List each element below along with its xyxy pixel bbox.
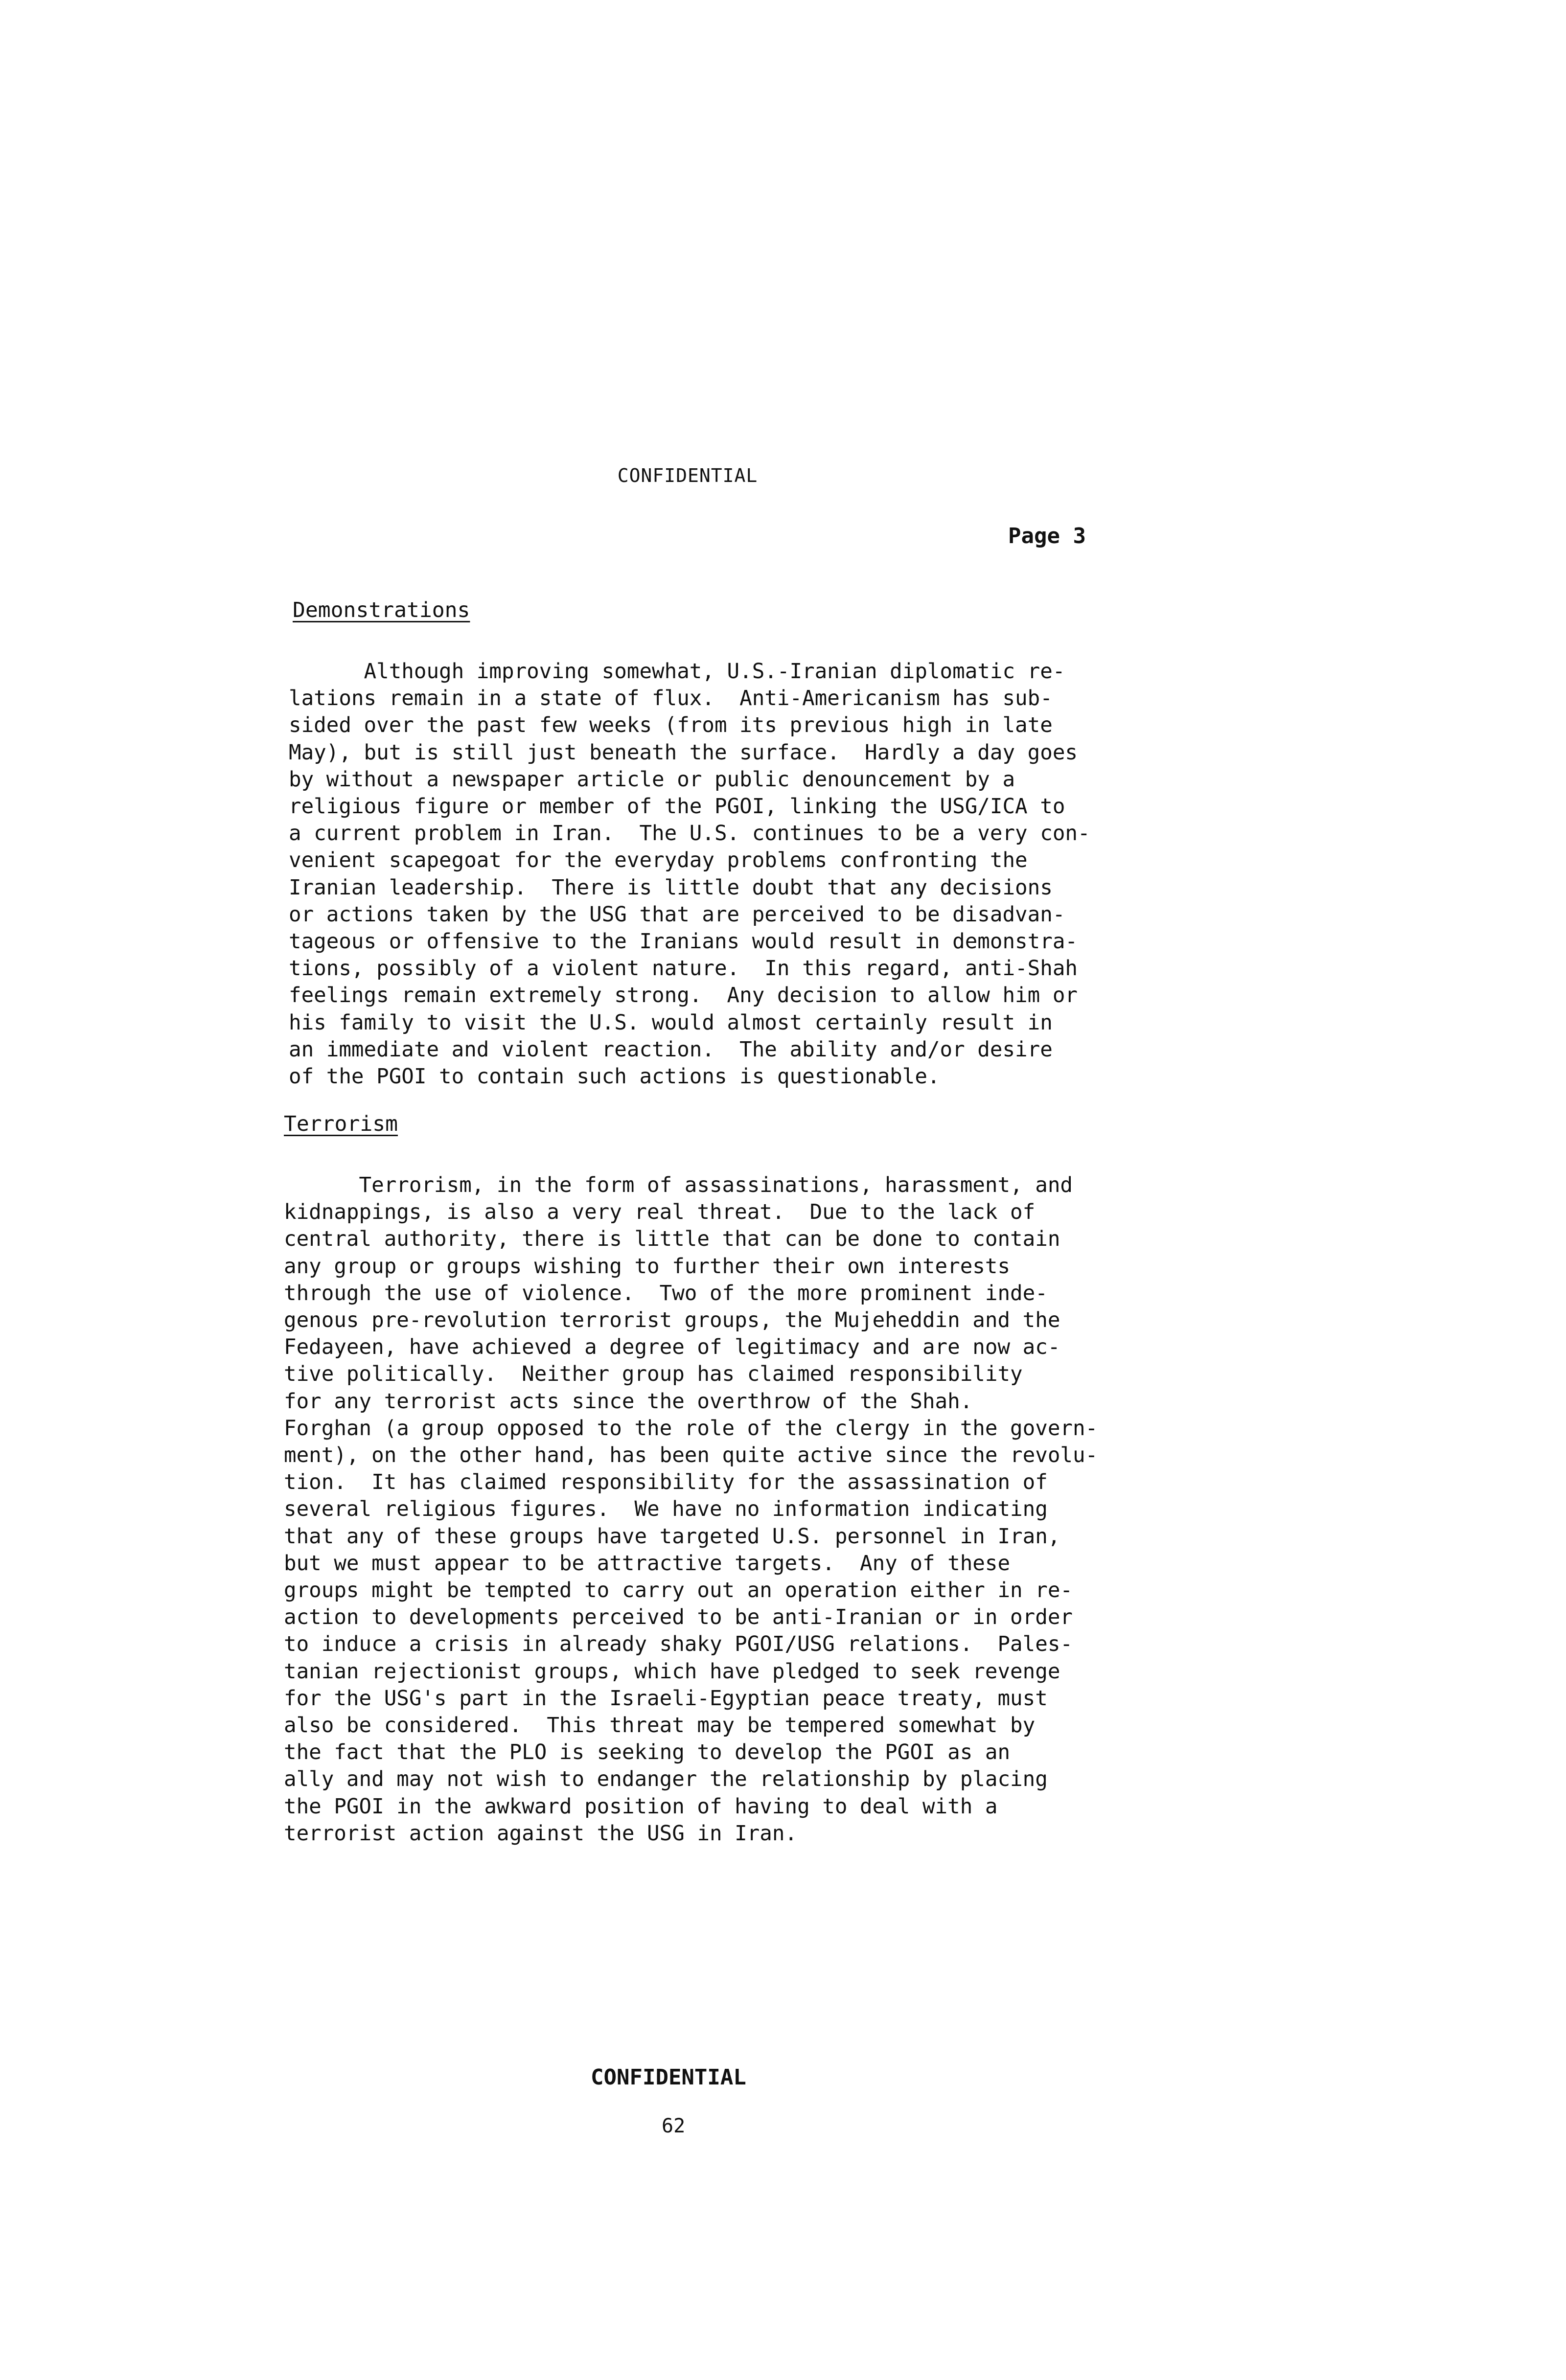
footer-page-number: 62 <box>662 2115 686 2137</box>
text-line: kidnappings, is also a very real threat. Due to the lack of <box>284 1200 1036 1225</box>
text-line: the PGOI in the awkward position of having to deal with a <box>284 1794 998 1819</box>
text-line: of the PGOI to contain such actions is questionable. <box>289 1065 940 1089</box>
text-line: feelings remain extremely strong. Any decision to allow him or <box>289 984 1078 1008</box>
text-line: tive politically. Neither group has claimed responsibility <box>284 1362 1023 1387</box>
text-line: lations remain in a state of flux. Anti-Americanism has sub- <box>289 687 1053 711</box>
text-line: for any terrorist acts since the overthrow of the Shah. <box>284 1389 973 1414</box>
text-line: action to developments perceived to be anti-Iranian or in order <box>284 1605 1073 1630</box>
demonstrations-paragraph <box>289 658 1090 1090</box>
footer-classification-marking: CONFIDENTIAL <box>591 2065 746 2090</box>
text-line: an immediate and violent reaction. The ability and/or desire <box>289 1037 1053 1062</box>
text-line: Terrorism, in the form of assassinations, harassment, and <box>284 1173 1073 1197</box>
header-classification-marking: CONFIDENTIAL <box>617 465 758 486</box>
page-label: Page 3 <box>1008 524 1086 549</box>
text-line: also be considered. This threat may be tempered somewhat by <box>284 1714 1036 1738</box>
text-line: tion. It has claimed responsibility for the assassination of <box>284 1470 1048 1495</box>
text-line: tions, possibly of a violent nature. In this regard, anti-Shah <box>289 957 1078 981</box>
text-line: terrorist action against the USG in Iran. <box>284 1821 798 1846</box>
text-line: groups might be tempted to carry out an operation either in re- <box>284 1579 1073 1603</box>
text-line: Forghan (a group opposed to the role of the clergy in the govern- <box>284 1416 1098 1441</box>
text-line: by without a newspaper article or public denouncement by a <box>289 767 1015 792</box>
text-line: a current problem in Iran. The U.S. continues to be a very con- <box>289 822 1090 846</box>
text-line: the fact that the PLO is seeking to develop the PGOI as an <box>284 1740 1011 1765</box>
text-line: venient scapegoat for the everyday problems confronting the <box>289 848 1028 873</box>
text-line: religious figure or member of the PGOI, linking the USG/ICA to <box>289 795 1065 819</box>
text-line: to induce a crisis in already shaky PGOI/USG relations. Pales- <box>284 1632 1073 1657</box>
section-heading-demonstrations: Demonstrations <box>293 598 470 622</box>
text-line: tageous or offensive to the Iranians would result in demonstra- <box>289 930 1078 954</box>
text-line: his family to visit the U.S. would almost certainly result in <box>289 1010 1053 1035</box>
section-heading-terrorism: Terrorism <box>284 1112 398 1136</box>
text-line: sided over the past few weeks (from its previous high in late <box>289 713 1053 738</box>
text-line: ally and may not wish to endanger the relationship by placing <box>284 1767 1048 1792</box>
text-line: that any of these groups have targeted U.S. personnel in Iran, <box>284 1524 1060 1549</box>
text-line: but we must appear to be attractive targets. Any of these <box>284 1551 1011 1576</box>
text-line: or actions taken by the USG that are perceived to be disadvan- <box>289 902 1065 927</box>
text-line: any group or groups wishing to further their own interests <box>284 1254 1011 1279</box>
text-line: through the use of violence. Two of the more prominent inde- <box>284 1281 1048 1305</box>
text-line: Although improving somewhat, U.S.-Iranian diplomatic re- <box>289 660 1065 684</box>
text-line: tanian rejectionist groups, which have pledged to seek revenge <box>284 1659 1060 1684</box>
text-line: ment), on the other hand, has been quite active since the revolu- <box>284 1443 1098 1468</box>
text-line: for the USG's part in the Israeli-Egyptian peace treaty, must <box>284 1686 1048 1711</box>
text-line: May), but is still just beneath the surface. Hardly a day goes <box>289 740 1078 765</box>
text-line: genous pre-revolution terrorist groups, the Mujeheddin and the <box>284 1308 1060 1333</box>
text-line: central authority, there is little that can be done to contain <box>284 1227 1060 1252</box>
terrorism-paragraph <box>284 1172 1098 1847</box>
text-line: several religious figures. We have no information indicating <box>284 1497 1048 1522</box>
text-line: Fedayeen, have achieved a degree of legitimacy and are now ac- <box>284 1335 1060 1360</box>
text-line: Iranian leadership. There is little doubt that any decisions <box>289 875 1053 900</box>
